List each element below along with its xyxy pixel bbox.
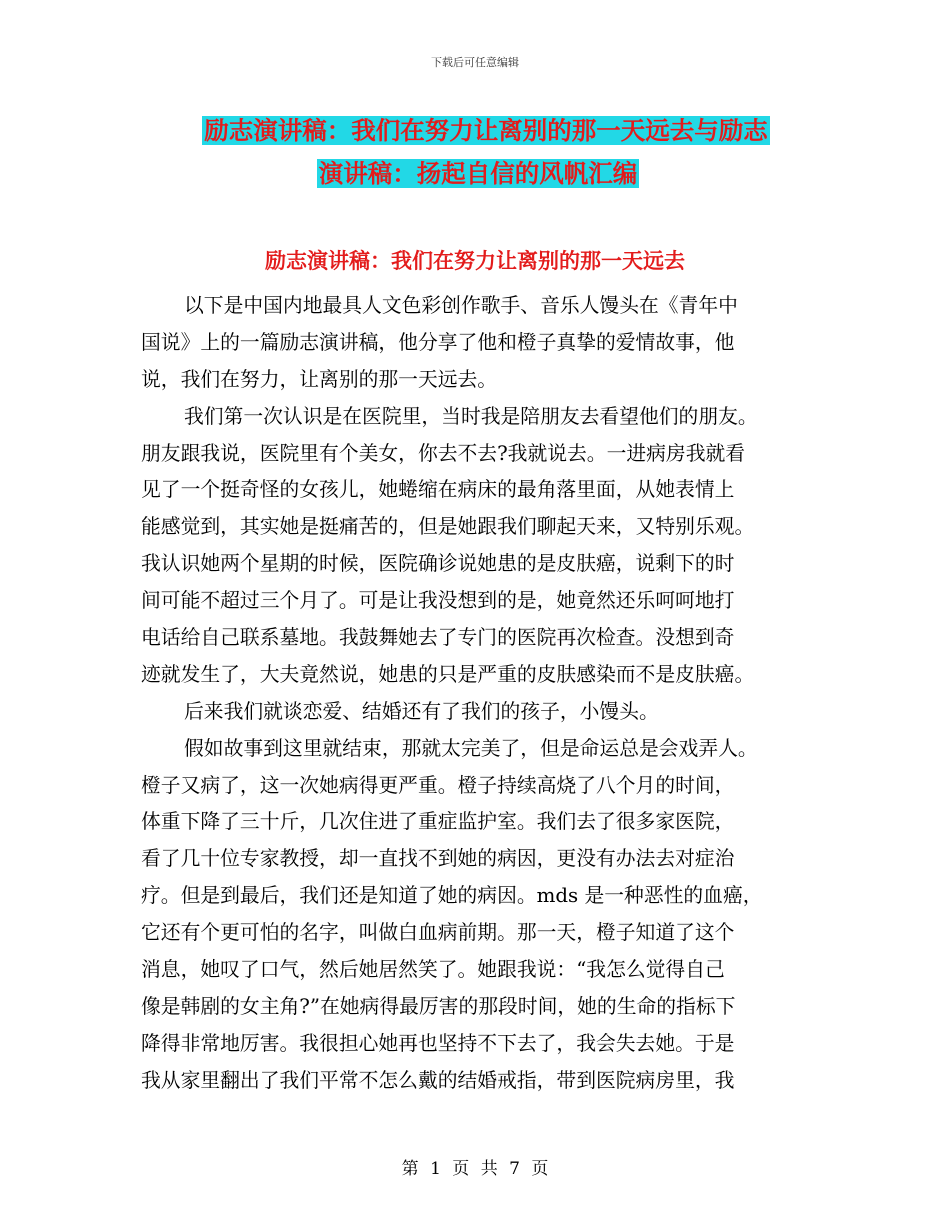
body-line: 看了几十位专家教授，却一直找不到她的病因，更没有办法去对症治 [141, 847, 735, 871]
body-text [141, 288, 811, 1100]
body-line: 我认识她两个星期的时候，医院确诊说她患的是皮肤癌，说剩下的时 [141, 552, 735, 576]
page-footer: 第 1 页 共 7 页 [401, 1159, 549, 1179]
section-title: 励志演讲稿：我们在努力让离别的那一天远去 [265, 249, 685, 273]
body-line: 能感觉到，其实她是挺痛苦的，但是她跟我们聊起天来，又特别乐观。 [141, 515, 755, 539]
body-line: 以下是中国内地最具人文色彩创作歌手、音乐人馒头在《青年中 [184, 294, 738, 317]
title-highlight: 励志演讲稿：我们在努力让离别的那一天远去与励志 [204, 116, 768, 145]
body-line: 疗。但是到最后，我们还是知道了她的病因。mds 是一种恶性的血癌， [141, 884, 763, 908]
body-line: 说，我们在努力，让离别的那一天远去。 [141, 367, 498, 391]
body-line: 橙子又病了，这一次她病得更严重。橙子持续高烧了八个月的时间， [141, 773, 735, 797]
body-line: 间可能不超过三个月了。可是让我没想到的是，她竟然还乐呵呵地打 [141, 589, 735, 613]
body-line: 像是韩剧的女主角?”在她病得最厉害的那段时间，她的生命的指标下 [141, 994, 736, 1018]
document-title-line-2 [0, 154, 950, 194]
title-highlight: 演讲稿：扬起自信的风帆汇编 [318, 159, 638, 188]
body-line: 国说》上的一篇励志演讲稿，他分享了他和橙子真挚的爱情故事，他 [141, 330, 735, 354]
body-line: 降得非常地厉害。我很担心她再也坚持不下去了，我会失去她。于是 [141, 1031, 735, 1055]
body-line: 我们第一次认识是在医院里，当时我是陪朋友去看望他们的朋友。 [184, 404, 758, 428]
body-line: 朋友跟我说，医院里有个美女，你去不去?我就说去。一进病房我就看 [141, 441, 746, 465]
body-line: 它还有个更可怕的名字，叫做白血病前期。那一天，橙子知道了这个 [141, 921, 735, 945]
document-title-line-1 [0, 111, 950, 151]
header-note: 下载后可任意编辑 [431, 56, 519, 69]
body-line: 体重下降了三十斤，几次住进了重症监护室。我们去了很多家医院， [141, 810, 735, 834]
body-line: 假如故事到这里就结束，那就太完美了，但是命运总是会戏弄人。 [184, 736, 758, 760]
body-line: 电话给自己联系墓地。我鼓舞她去了专门的医院再次检查。没想到奇 [141, 626, 735, 650]
body-line: 消息，她叹了口气，然后她居然笑了。她跟我说：“我怎么觉得自己 [141, 958, 725, 982]
body-line: 我从家里翻出了我们平常不怎么戴的结婚戒指，带到医院病房里，我 [141, 1068, 735, 1092]
body-line: 迹就发生了，大夫竟然说，她患的只是严重的皮肤感染而不是皮肤癌。 [141, 662, 755, 686]
body-line: 见了一个挺奇怪的女孩儿，她蜷缩在病床的最角落里面，从她表情上 [141, 478, 735, 502]
body-line: 后来我们就谈恋爱、结婚还有了我们的孩子，小馒头。 [184, 699, 659, 723]
